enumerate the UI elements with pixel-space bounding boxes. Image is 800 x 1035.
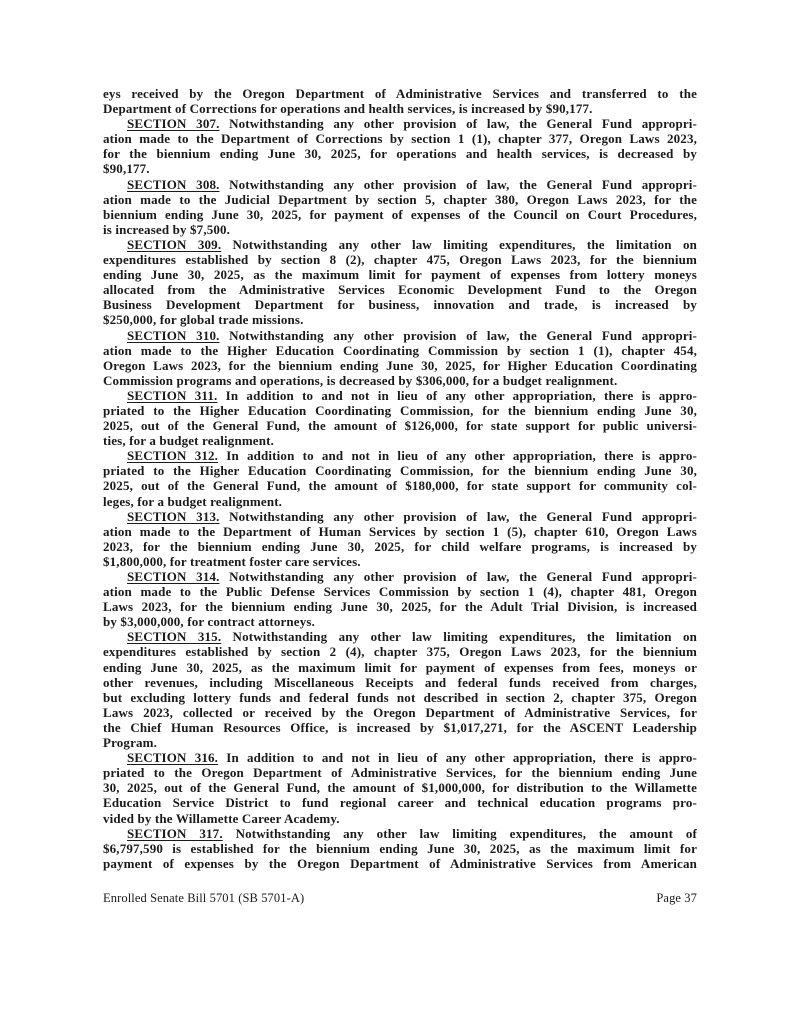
text-line: SECTION 316. In addition to and not in lieu of any other appropriation, there is appro- bbox=[127, 750, 698, 766]
text-line: $250,000, for global trade missions. bbox=[103, 312, 304, 328]
text-line: 2025, out of the General Fund, the amount of $126,000, for state support for public universi- bbox=[103, 418, 697, 434]
text-line: priated to the Higher Education Coordinating Commission, for the biennium ending June 30, bbox=[103, 402, 697, 418]
text-line: SECTION 310. Notwithstanding any other provision of law, the General Fund appropri- bbox=[127, 327, 697, 343]
paragraph bbox=[103, 629, 697, 750]
text-line: 30, 2025, out of the General Fund, the amount of $1,000,000, for distribution to the Willamette bbox=[103, 780, 697, 796]
text-line: by $3,000,000, for contract attorneys. bbox=[103, 614, 315, 630]
text-line: for the biennium ending June 30, 2025, for operations and health services, is decreased by bbox=[103, 146, 697, 162]
section-heading: SECTION 315. bbox=[127, 629, 222, 645]
footer-bill-title: Enrolled Senate Bill 5701 (SB 5701-A) bbox=[103, 891, 305, 905]
text-line: payment of expenses by the Oregon Department of Administrative Services from American bbox=[103, 855, 697, 871]
paragraph bbox=[103, 826, 697, 871]
section-heading: SECTION 308. bbox=[127, 176, 220, 192]
text-line: allocated from the Administrative Services Economic Development Fund to the Oregon bbox=[103, 282, 697, 298]
text-line: Department of Corrections for operations and health services, is increased by $90,177. bbox=[103, 101, 593, 117]
text-line: SECTION 313. Notwithstanding any other provision of law, the General Fund appropri- bbox=[127, 508, 697, 524]
paragraph bbox=[103, 328, 697, 388]
text-line: priated to the Higher Education Coordinating Commission, for the biennium ending June 30, bbox=[103, 463, 697, 479]
text-line: biennium ending June 30, 2025, for payment of expenses of the Council on Court Procedures, bbox=[103, 206, 697, 222]
text-line: ties, for a budget realignment. bbox=[103, 433, 274, 449]
text-line: $90,177. bbox=[103, 161, 150, 177]
text-line: SECTION 307. Notwithstanding any other provision of law, the General Fund appropri- bbox=[127, 116, 697, 132]
section-heading: SECTION 312. bbox=[127, 448, 219, 464]
text-line: ation made to the Judicial Department by section 5, chapter 380, Oregon Laws 2023, for the bbox=[103, 191, 697, 207]
section-heading: SECTION 310. bbox=[127, 327, 220, 343]
text-line: SECTION 311. In addition to and not in lieu of any other appropriation, there is appro- bbox=[127, 387, 697, 403]
text-line: ation made to the Public Defense Services Commission by section 1 (4), chapter 481, Oregon bbox=[103, 584, 697, 600]
text-line: Program. bbox=[103, 735, 158, 751]
text-line: leges, for a budget realignment. bbox=[103, 493, 283, 509]
page-footer bbox=[103, 891, 697, 906]
text-line: 2025, out of the General Fund, the amount of $180,000, for state support for community col- bbox=[103, 478, 697, 494]
paragraph bbox=[103, 86, 697, 116]
text-line: expenditures established by section 2 (4), chapter 375, Oregon Laws 2023, for the biennium bbox=[103, 644, 697, 660]
text-line: eys received by the Oregon Department of Administrative Services and transferred to the bbox=[103, 86, 697, 101]
text-line: but excluding lottery funds and federal funds not described in section 2, chapter 375, Oregon bbox=[103, 689, 697, 705]
text-line: Laws 2023, for the biennium ending June 30, 2025, for the Adult Trial Division, is increased bbox=[103, 599, 697, 615]
text-line: $1,800,000, for treatment foster care services. bbox=[103, 553, 361, 569]
text-line: ending June 30, 2025, as the maximum limit for payment of expenses from lottery moneys bbox=[103, 267, 697, 283]
text-line: Commission programs and operations, is decreased by $306,000, for a budget realignment. bbox=[103, 372, 618, 388]
text-line: SECTION 314. Notwithstanding any other provision of law, the General Fund appropri- bbox=[127, 569, 697, 584]
text-line: Business Development Department for business, innovation and trade, is increased by bbox=[103, 297, 697, 313]
text-line: SECTION 315. Notwithstanding any other law limiting expenditures, the limitation on bbox=[127, 629, 697, 645]
text-line: $6,797,590 is established for the biennium ending June 30, 2025, as the maximum limit for bbox=[103, 840, 697, 856]
text-line: priated to the Oregon Department of Administrative Services, for the biennium ending June bbox=[103, 765, 697, 781]
text-line: ending June 30, 2025, as the maximum limit for payment of expenses from fees, moneys or bbox=[103, 659, 697, 675]
text-line: SECTION 312. In addition to and not in lieu of any other appropriation, there is appro- bbox=[127, 448, 698, 464]
paragraph bbox=[103, 509, 697, 569]
section-heading: SECTION 307. bbox=[127, 116, 220, 132]
text-line: Oregon Laws 2023, for the biennium ending June 30, 2025, for Higher Education Coordinating bbox=[103, 357, 697, 373]
text-line: SECTION 309. Notwithstanding any other law limiting expenditures, the limitation on bbox=[127, 236, 697, 252]
section-heading: SECTION 309. bbox=[127, 236, 222, 252]
paragraph bbox=[103, 750, 697, 825]
section-heading: SECTION 311. bbox=[127, 387, 218, 403]
section-heading: SECTION 316. bbox=[127, 750, 219, 766]
text-line: the Chief Human Resources Office, is increased by $1,017,271, for the ASCENT Leadership bbox=[103, 719, 697, 735]
paragraph bbox=[103, 177, 697, 237]
text-line: ation made to the Higher Education Coordinating Commission by section 1 (1), chapter 454, bbox=[103, 342, 697, 358]
text-line: SECTION 317. Notwithstanding any other law limiting expenditures, the amount of bbox=[127, 825, 697, 841]
text-line: Education Service District to fund regional career and technical education programs pro- bbox=[103, 795, 697, 811]
body-text bbox=[103, 86, 697, 871]
footer-page-number: Page 37 bbox=[656, 891, 697, 905]
paragraph bbox=[103, 569, 697, 629]
paragraph bbox=[103, 448, 697, 508]
text-line: SECTION 308. Notwithstanding any other provision of law, the General Fund appropri- bbox=[127, 176, 697, 192]
text-line: ation made to the Department of Human Services by section 1 (5), chapter 610, Oregon Laws bbox=[103, 523, 697, 539]
text-line: expenditures established by section 8 (2), chapter 475, Oregon Laws 2023, for the biennium bbox=[103, 252, 697, 268]
section-heading: SECTION 317. bbox=[127, 825, 223, 841]
text-line: 2023, for the biennium ending June 30, 2025, for child welfare programs, is increased by bbox=[103, 538, 697, 554]
text-line: other revenues, including Miscellaneous Receipts and federal funds received from charges, bbox=[103, 674, 697, 690]
text-line: is increased by $7,500. bbox=[103, 221, 231, 237]
text-line: vided by the Willamette Career Academy. bbox=[103, 810, 340, 826]
text-line: ation made to the Department of Corrections by section 1 (1), chapter 377, Oregon Laws 2023, bbox=[103, 131, 697, 147]
section-heading: SECTION 314. bbox=[127, 569, 220, 584]
paragraph bbox=[103, 116, 697, 176]
section-heading: SECTION 313. bbox=[127, 508, 220, 524]
text-line: Laws 2023, collected or received by the Oregon Department of Administrative Services, for bbox=[103, 704, 697, 720]
paragraph bbox=[103, 388, 697, 448]
paragraph bbox=[103, 237, 697, 328]
